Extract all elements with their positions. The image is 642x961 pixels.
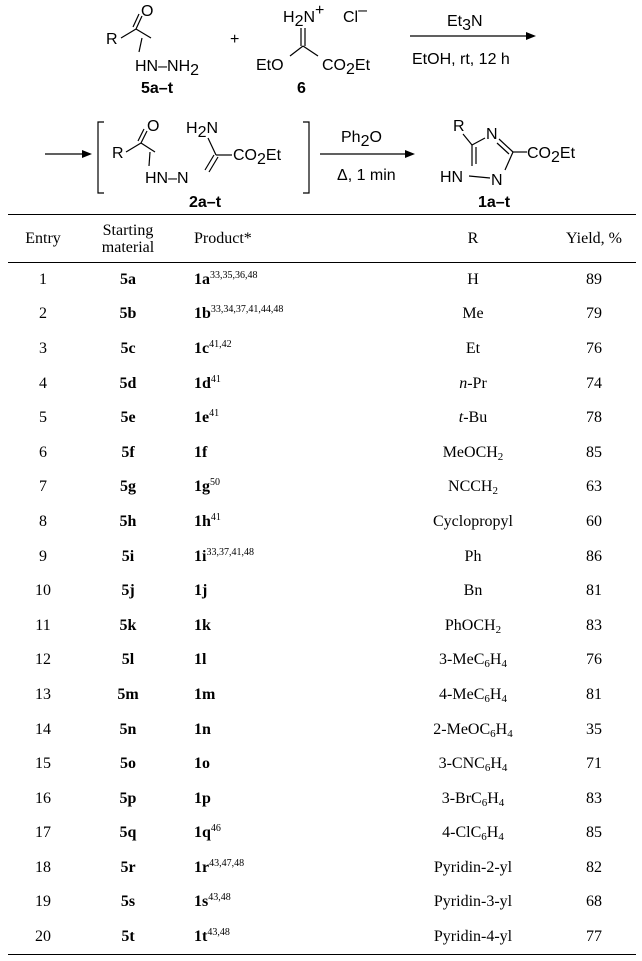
yield-cell (552, 851, 636, 886)
yield-cell (552, 263, 636, 298)
table-row (8, 643, 636, 678)
starting-material-cell (78, 885, 178, 920)
r-group-tail: H (489, 685, 502, 703)
starting-material-cell (78, 470, 178, 505)
r-group-text: H (467, 271, 479, 289)
starting-material-id: 5r (120, 858, 136, 876)
yield-value: 78 (586, 409, 602, 427)
product-cell (178, 816, 394, 851)
starting-material-cell (78, 851, 178, 886)
starting-material-id: 5a (120, 271, 136, 289)
r-subscript: 6 (490, 727, 496, 740)
imidate-structure (256, 2, 371, 97)
entry-cell (8, 851, 78, 886)
entry-number: 16 (35, 789, 51, 807)
starting-material-cell (78, 366, 178, 401)
r-group-text: Bn (463, 582, 483, 600)
yield-cell (552, 539, 636, 574)
ring-n2: N (491, 172, 503, 189)
product-references: 50 (210, 477, 220, 489)
table-header-row (8, 215, 636, 263)
yield-cell (552, 574, 636, 609)
yield-cell (552, 816, 636, 851)
r-group-tail: H (489, 651, 502, 669)
table-row (8, 851, 636, 886)
amidinium-nh2: H2N+ (283, 2, 325, 30)
r-group-tail: H (486, 824, 499, 842)
conditions-2: Δ, 1 min (337, 167, 396, 184)
r-subscript-2: 4 (498, 796, 505, 809)
yield-cell (552, 435, 636, 470)
table-row (8, 505, 636, 540)
header-entry: Entry (25, 230, 61, 247)
starting-material-cell (78, 678, 178, 713)
header-starting-material: Starting material (101, 221, 155, 256)
product-id: 1n (194, 720, 211, 738)
product-id: 1k (194, 616, 211, 634)
yield-cell (552, 332, 636, 367)
r-subscript-2: 4 (498, 831, 504, 844)
r-group-text: 2-MeOC (433, 720, 491, 738)
r-group-cell (394, 608, 552, 643)
yield-cell (552, 366, 636, 401)
entry-cell (8, 712, 78, 747)
r-group-text: Cyclopropyl (433, 512, 513, 530)
table-row (8, 712, 636, 747)
yield-cell (552, 470, 636, 505)
starting-material-cell (78, 747, 178, 782)
product-cell (178, 608, 394, 643)
product-cell (178, 781, 394, 816)
table-row (8, 816, 636, 851)
r-subscript: 6 (484, 762, 491, 775)
product-id: 1a (194, 271, 210, 289)
product-cell (178, 263, 394, 298)
starting-material-cell (78, 643, 178, 678)
entry-number: 14 (35, 720, 51, 738)
yield-cell (552, 678, 636, 713)
r-group-cell (394, 643, 552, 678)
table-row (8, 608, 636, 643)
base-reagent: Et3N (447, 13, 483, 34)
yield-value: 71 (586, 755, 602, 773)
product-references: 43,48 (207, 926, 230, 938)
prod-atom-r: R (453, 118, 465, 135)
r-group-cell (394, 297, 552, 332)
entry-number: 20 (35, 927, 51, 945)
ethoxy-group: EtO (256, 57, 284, 74)
product-id: 1e (194, 409, 210, 427)
table-row (8, 435, 636, 470)
r-group-cell (394, 470, 552, 505)
r-group-cell (394, 332, 552, 367)
starting-material-cell (78, 297, 178, 332)
r-group-text: Pyridin-2-yl (433, 858, 513, 876)
r-subscript: 6 (484, 692, 490, 705)
starting-material-id: 5s (120, 893, 136, 911)
r-group-text: MeOCH (442, 443, 498, 461)
r-group-cell (394, 435, 552, 470)
entry-cell (8, 297, 78, 332)
entry-number: 4 (39, 374, 47, 392)
starting-material-cell (78, 712, 178, 747)
entry-cell (8, 401, 78, 436)
yield-value: 82 (586, 858, 602, 876)
entry-number: 19 (35, 893, 51, 911)
yield-value: 76 (586, 339, 602, 357)
yield-value: 68 (586, 893, 602, 911)
starting-material-id: 5l (121, 651, 135, 669)
plus-sign: + (230, 31, 240, 48)
r-subscript-2: 4 (501, 692, 507, 705)
product-cell (178, 505, 394, 540)
yield-value: 74 (586, 374, 602, 392)
entry-number: 18 (35, 858, 51, 876)
r-group-cell (394, 781, 552, 816)
starting-material-cell (78, 401, 178, 436)
yield-value: 81 (586, 685, 602, 703)
product-references: 41 (210, 511, 221, 523)
product-cell (178, 435, 394, 470)
entry-number: 15 (35, 755, 51, 773)
yield-value: 77 (586, 927, 602, 945)
int-atom-o: O (147, 118, 160, 135)
hydrazide-hn-nh: HN–NH2 (135, 58, 200, 79)
starting-material-id: 5p (119, 789, 137, 807)
starting-material-id: 5b (119, 305, 137, 323)
table-row (8, 747, 636, 782)
entry-cell (8, 505, 78, 540)
starting-material-cell (78, 816, 178, 851)
product-references: 43,48 (208, 892, 231, 904)
entry-cell (8, 608, 78, 643)
header-r: R (467, 230, 479, 247)
product-cell (178, 920, 394, 955)
r-group-text: Me (462, 305, 484, 323)
prod-ester: CO2Et (527, 145, 576, 166)
product-references: 41,42 (209, 338, 232, 350)
product-references: 43,47,48 (209, 857, 245, 869)
r-group-text: 4-ClC (442, 824, 482, 842)
entry-cell (8, 539, 78, 574)
chloride-ion: Cl– (343, 2, 368, 26)
product-id: 1s (194, 893, 209, 911)
entry-cell (8, 885, 78, 920)
triazole-product-structure (440, 118, 576, 211)
r-subscript: 2 (495, 623, 502, 636)
table-row (8, 470, 636, 505)
starting-material-cell (78, 539, 178, 574)
ester-group: CO2Et (322, 57, 371, 78)
table-row (8, 574, 636, 609)
r-prefix: t (458, 409, 464, 427)
table-row (8, 678, 636, 713)
ring-n4: N (486, 126, 498, 143)
r-subscript-2: 4 (501, 762, 508, 775)
yield-value: 89 (586, 271, 602, 289)
imidate-label: 6 (297, 80, 306, 97)
entry-number: 6 (39, 443, 47, 461)
yield-value: 63 (586, 478, 602, 496)
r-group-cell (394, 885, 552, 920)
starting-material-id: 5e (120, 409, 136, 427)
product-cell (178, 747, 394, 782)
table-row (8, 885, 636, 920)
hydrazide-structure (106, 3, 199, 97)
product-references: 41 (210, 373, 221, 385)
r-subscript-2: 4 (507, 727, 513, 740)
r-subscript: 6 (481, 831, 487, 844)
product-id: 1i (194, 547, 207, 565)
starting-material-cell (78, 332, 178, 367)
r-group-text: -Bu (463, 409, 488, 427)
yield-cell (552, 712, 636, 747)
table-row (8, 263, 636, 298)
entry-cell (8, 263, 78, 298)
r-group-cell (394, 401, 552, 436)
yield-value: 83 (586, 789, 602, 807)
table-row (8, 539, 636, 574)
r-group-cell (394, 678, 552, 713)
yield-cell (552, 297, 636, 332)
r-group-text: 3-CNC (438, 755, 485, 773)
entry-cell (8, 643, 78, 678)
product-cell (178, 678, 394, 713)
r-group-cell (394, 366, 552, 401)
product-id: 1r (194, 858, 210, 876)
entry-cell (8, 781, 78, 816)
intermediate-label: 2a–t (189, 194, 222, 211)
solvent-2: Ph2O (341, 129, 382, 150)
reaction-scheme (0, 0, 642, 215)
starting-material-id: 5n (119, 720, 137, 738)
r-group-text: Et (465, 339, 481, 357)
product-id: 1p (194, 789, 211, 807)
product-cell (178, 712, 394, 747)
starting-material-id: 5h (119, 512, 137, 530)
starting-material-cell (78, 781, 178, 816)
entry-number: 3 (39, 339, 47, 357)
yield-table (8, 214, 636, 955)
entry-cell (8, 366, 78, 401)
entry-number: 17 (35, 824, 51, 842)
r-group-text: PhOCH (444, 616, 496, 634)
entry-number: 12 (35, 651, 51, 669)
starting-material-id: 5g (120, 478, 136, 496)
r-group-text: 3-MeC (439, 651, 485, 669)
r-group-cell (394, 539, 552, 574)
entry-cell (8, 747, 78, 782)
yield-value: 83 (586, 616, 602, 634)
entry-cell (8, 920, 78, 955)
product-id: 1c (194, 339, 210, 357)
yield-cell (552, 781, 636, 816)
product-id: 1t (194, 927, 208, 945)
table-row (8, 920, 636, 955)
r-group-tail: H (487, 789, 499, 807)
product-cell (178, 539, 394, 574)
table-body (8, 263, 636, 955)
product-cell (178, 401, 394, 436)
entry-number: 13 (35, 685, 51, 703)
entry-number: 11 (35, 616, 51, 634)
reaction-arrow-2 (320, 129, 415, 184)
r-group-text: 3-BrC (441, 789, 482, 807)
product-cell (178, 574, 394, 609)
r-subscript: 6 (481, 796, 488, 809)
entry-number: 5 (39, 409, 47, 427)
starting-material-id: 5t (121, 927, 135, 945)
table-row (8, 297, 636, 332)
r-group-tail: H (490, 755, 502, 773)
product-id: 1d (194, 374, 211, 392)
product-id: 1q (194, 824, 211, 842)
product-cell (178, 851, 394, 886)
table-row (8, 781, 636, 816)
product-cell (178, 366, 394, 401)
yield-cell (552, 747, 636, 782)
product-references: 41 (209, 408, 220, 420)
product-references: 46 (210, 823, 221, 835)
r-group-cell (394, 851, 552, 886)
entry-cell (8, 435, 78, 470)
product-id: 1g (194, 478, 210, 496)
starting-material-id: 5k (119, 616, 137, 634)
entry-number: 1 (39, 271, 47, 289)
entry-number: 9 (39, 547, 47, 565)
product-references: 33,37,41,48 (206, 546, 254, 558)
product-cell (178, 470, 394, 505)
r-subscript: 2 (497, 450, 504, 463)
product-cell (178, 885, 394, 920)
yield-cell (552, 920, 636, 955)
conditions-1: EtOH, rt, 12 h (412, 51, 510, 68)
r-group-cell (394, 263, 552, 298)
product-label: 1a–t (478, 194, 511, 211)
starting-material-cell (78, 574, 178, 609)
product-cell (178, 297, 394, 332)
entry-number: 8 (39, 512, 47, 530)
yield-value: 86 (586, 547, 602, 565)
int-atom-r: R (112, 145, 124, 162)
entry-number: 10 (35, 582, 51, 600)
r-group-cell (394, 816, 552, 851)
product-cell (178, 332, 394, 367)
product-id: 1h (194, 512, 211, 530)
yield-cell (552, 608, 636, 643)
product-references: 33,34,37,41,44,48 (210, 304, 284, 316)
entry-cell (8, 470, 78, 505)
entry-cell (8, 332, 78, 367)
r-subscript-2: 4 (501, 658, 507, 671)
starting-material-cell (78, 435, 178, 470)
starting-material-id: 5o (120, 755, 136, 773)
r-group-text: Ph (464, 547, 482, 565)
starting-material-id: 5f (121, 443, 135, 461)
product-id: 1b (194, 305, 211, 323)
yield-value: 81 (586, 582, 602, 600)
r-group-text: -Pr (467, 374, 487, 392)
yield-value: 60 (586, 512, 602, 530)
entry-cell (8, 678, 78, 713)
starting-material-cell (78, 263, 178, 298)
reaction-arrow-1 (410, 13, 536, 68)
r-subscript: 6 (484, 658, 490, 671)
int-hn-n: HN–N (145, 170, 189, 187)
atom-o: O (141, 3, 154, 20)
int-ester: CO2Et (233, 147, 282, 168)
yield-value: 79 (586, 305, 602, 323)
table-row (8, 366, 636, 401)
reaction-arrow-in (45, 150, 92, 158)
product-references: 33,35,36,48 (210, 270, 258, 282)
table-row (8, 332, 636, 367)
hydrazide-label: 5a–t (141, 80, 174, 97)
yield-cell (552, 885, 636, 920)
intermediate-structure (98, 118, 309, 211)
header-yield: Yield, % (566, 230, 622, 247)
r-group-text: NCCH (448, 478, 493, 496)
starting-material-id: 5d (119, 374, 137, 392)
yield-value: 76 (586, 651, 602, 669)
product-id: 1f (194, 443, 208, 461)
entry-number: 2 (39, 305, 47, 323)
starting-material-id: 5j (121, 582, 135, 600)
product-id: 1o (194, 755, 210, 773)
product-id: 1l (194, 651, 207, 669)
r-group-cell (394, 747, 552, 782)
yield-value: 35 (586, 720, 602, 738)
r-subscript: 2 (492, 485, 498, 498)
entry-cell (8, 574, 78, 609)
r-group-text: 4-MeC (439, 685, 485, 703)
starting-material-cell (78, 608, 178, 643)
entry-number: 7 (39, 478, 47, 496)
r-group-cell (394, 920, 552, 955)
product-id: 1j (194, 582, 208, 600)
header-product: Product* (194, 230, 252, 247)
atom-r: R (106, 31, 118, 48)
int-nh2: H2N (186, 120, 219, 141)
yield-cell (552, 505, 636, 540)
r-prefix: n (459, 374, 468, 392)
starting-material-id: 5q (119, 824, 137, 842)
starting-material-cell (78, 920, 178, 955)
yield-value: 85 (586, 824, 602, 842)
starting-material-id: 5c (120, 339, 136, 357)
yield-cell (552, 643, 636, 678)
ring-nh: HN (440, 169, 464, 186)
starting-material-id: 5m (117, 685, 139, 703)
entry-cell (8, 816, 78, 851)
r-group-cell (394, 712, 552, 747)
r-group-cell (394, 505, 552, 540)
yield-cell (552, 401, 636, 436)
r-group-text: Pyridin-4-yl (433, 927, 513, 945)
starting-material-cell (78, 505, 178, 540)
r-group-cell (394, 574, 552, 609)
product-cell (178, 643, 394, 678)
table-row (8, 401, 636, 436)
product-id: 1m (194, 685, 216, 703)
r-group-text: Pyridin-3-yl (433, 893, 513, 911)
starting-material-id: 5i (121, 547, 135, 565)
r-group-tail: H (495, 720, 508, 738)
yield-value: 85 (586, 443, 602, 461)
